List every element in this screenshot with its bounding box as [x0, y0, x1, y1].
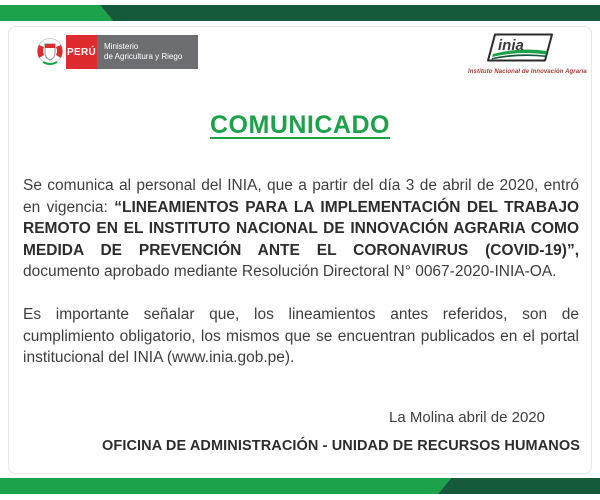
- bottom-bar-bright-green-segment: [0, 478, 451, 494]
- inia-logo: [468, 33, 587, 75]
- top-bar-bright-green-segment: [0, 5, 113, 21]
- inia-logo-icon: [486, 33, 554, 62]
- top-brand-bar: [0, 0, 600, 22]
- inia-caption: Instituto Nacional de Innovación Agraria: [468, 69, 587, 75]
- page-title: COMUNICADO: [210, 111, 390, 139]
- top-bar-dark-green-segment: [100, 5, 600, 21]
- ministry-label: [97, 35, 198, 69]
- paragraph1-tail: documento aprobado mediante Resolución Directoral N° 0067-2020-INIA-OA.: [23, 263, 557, 280]
- paragraph1-emphasis: “LINEAMIENTOS PARA LA IMPLEMENTACIÓN DEL TRABAJO REMOTO EN EL INSTITUTO NACIONAL DE INNOVACIÓN AGRARIA COMO MEDIDA DE PREVENCIÓN ANTE EL CORONAVIRUS (COVID-19)”,: [23, 198, 579, 259]
- announcement-body: [23, 175, 579, 369]
- paragraph1-lead: Se comunica al personal del INIA, que a partir del día 3 de abril de 2020, entró en vigencia:: [23, 177, 579, 216]
- signing-office: OFICINA DE ADMINISTRACIÓN - UNIDAD DE RECURSOS HUMANOS: [102, 438, 580, 454]
- announcement-paragraph-2: Es importante señalar que, los lineamientos antes referidos, son de cumplimiento obligatorio, los mismos que se encuentran publicados en el portal institucional del INIA (www.inia.gob.pe).: [23, 306, 579, 366]
- ministry-line1: Ministerio: [104, 42, 139, 51]
- inia-acronym: inia: [498, 37, 524, 54]
- peru-ministry-logo: [34, 35, 198, 69]
- dateline: La Molina abril de 2020: [389, 409, 545, 426]
- announcement-paragraph-1: [23, 175, 579, 283]
- peru-flag-label: PERÚ: [66, 35, 97, 69]
- ministry-line2: de Agricultura y Riego: [104, 52, 183, 61]
- bottom-bar-dark-green-segment: [438, 478, 600, 494]
- peru-coat-of-arms-icon: [34, 35, 66, 69]
- announcement-card: [8, 26, 592, 474]
- bottom-brand-bar: [0, 473, 600, 495]
